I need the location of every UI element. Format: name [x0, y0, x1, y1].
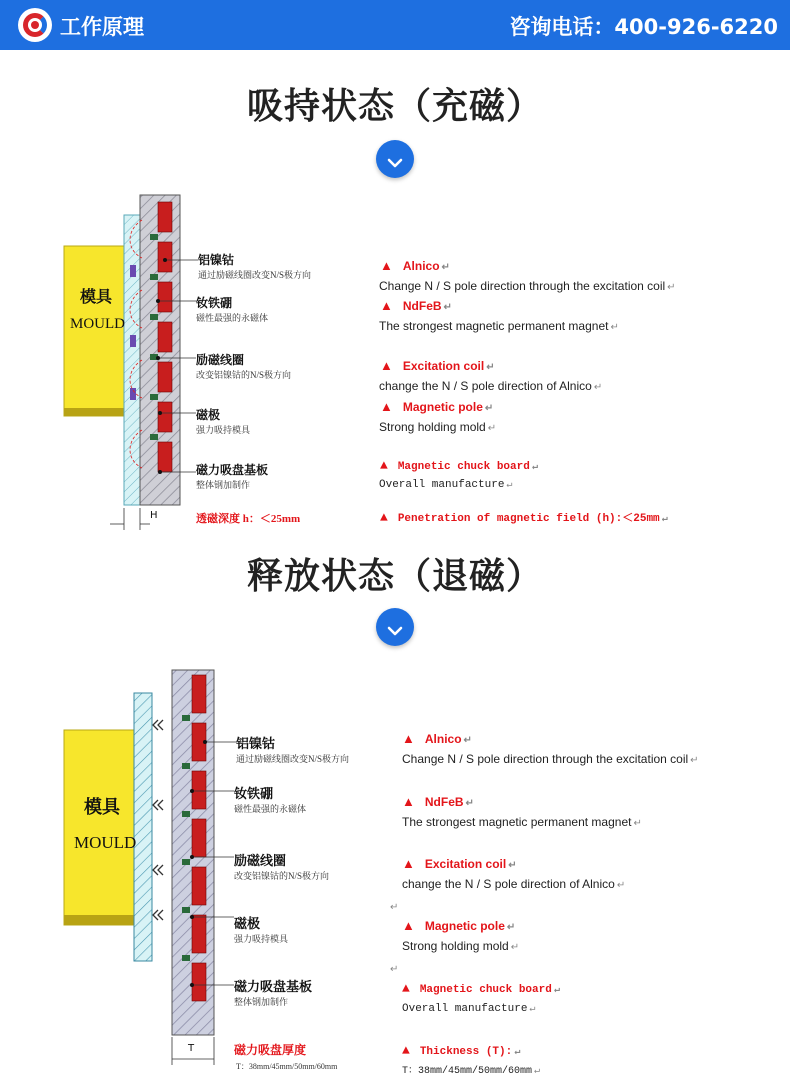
label-ndfeb: 钕铁硼 磁性最强的永磁体 [234, 786, 307, 814]
mould-label-cn: 模具 [84, 797, 120, 817]
section-title-release: 释放状态（退磁） [246, 556, 543, 597]
label-alnico: 铝镍钴 通过励磁线圈改变N/S极方向 [198, 253, 312, 280]
depth-label: 透磁深度 h：＜25mm [196, 513, 301, 525]
red-triangle-icon: ▲ [380, 458, 388, 473]
label-alnico: 铝镍钴 通过励磁线圈改变N/S极方向 [236, 736, 350, 764]
red-triangle-icon: ▲ [402, 981, 410, 996]
red-triangle-icon: ▲ [402, 918, 415, 933]
header-bar [0, 0, 790, 50]
chevron-down-icon[interactable] [376, 140, 414, 178]
t-dimension-label: T [188, 1043, 195, 1054]
red-triangle-icon: ▲ [402, 856, 415, 871]
thickness-label: 磁力吸盘厚度 [234, 1043, 307, 1057]
label-chuck-board: 磁力吸盘基板 整体钢加制作 [234, 979, 313, 1007]
thickness-sub: T：38mm/45mm/50mm/60mm [236, 1062, 338, 1071]
diagram-release [0, 665, 380, 1079]
label-excitation-coil: 励磁线圈 改变铝镍钴的N/S极方向 [196, 353, 292, 380]
label-ndfeb: 钕铁硼 磁性最强的永磁体 [196, 296, 269, 323]
header-title: 工作原理 [60, 15, 144, 39]
red-triangle-icon: ▲ [402, 794, 415, 809]
red-triangle-icon: ▲ [380, 358, 393, 373]
red-triangle-icon: ▲ [402, 731, 415, 746]
red-triangle-icon: ▲ [380, 510, 388, 525]
header-phone[interactable]: 咨询电话：400-926-6220 [509, 15, 778, 39]
mould-label-en: MOULD [70, 316, 125, 332]
section-title-hold: 吸持状态（充磁） [246, 86, 543, 127]
chevron-down-icon[interactable] [376, 608, 414, 646]
label-magnetic-pole: 磁极 强力吸持模具 [234, 916, 289, 944]
red-triangle-icon: ▲ [402, 1043, 410, 1058]
h-dimension-label: H [150, 510, 158, 521]
red-triangle-icon: ▲ [380, 258, 393, 273]
mould-label-en: MOULD [74, 833, 137, 852]
diagram-hold [0, 190, 370, 539]
mould-label-cn: 模具 [80, 289, 113, 306]
label-excitation-coil: 励磁线圈 改变铝镍钴的N/S极方向 [234, 853, 330, 881]
label-chuck-board: 磁力吸盘基板 整体钢加制作 [196, 463, 269, 490]
red-triangle-icon: ▲ [380, 298, 393, 313]
label-magnetic-pole: 磁极 强力吸持模具 [196, 408, 251, 435]
red-triangle-icon: ▲ [380, 399, 393, 414]
company-logo-icon[interactable] [18, 8, 52, 42]
